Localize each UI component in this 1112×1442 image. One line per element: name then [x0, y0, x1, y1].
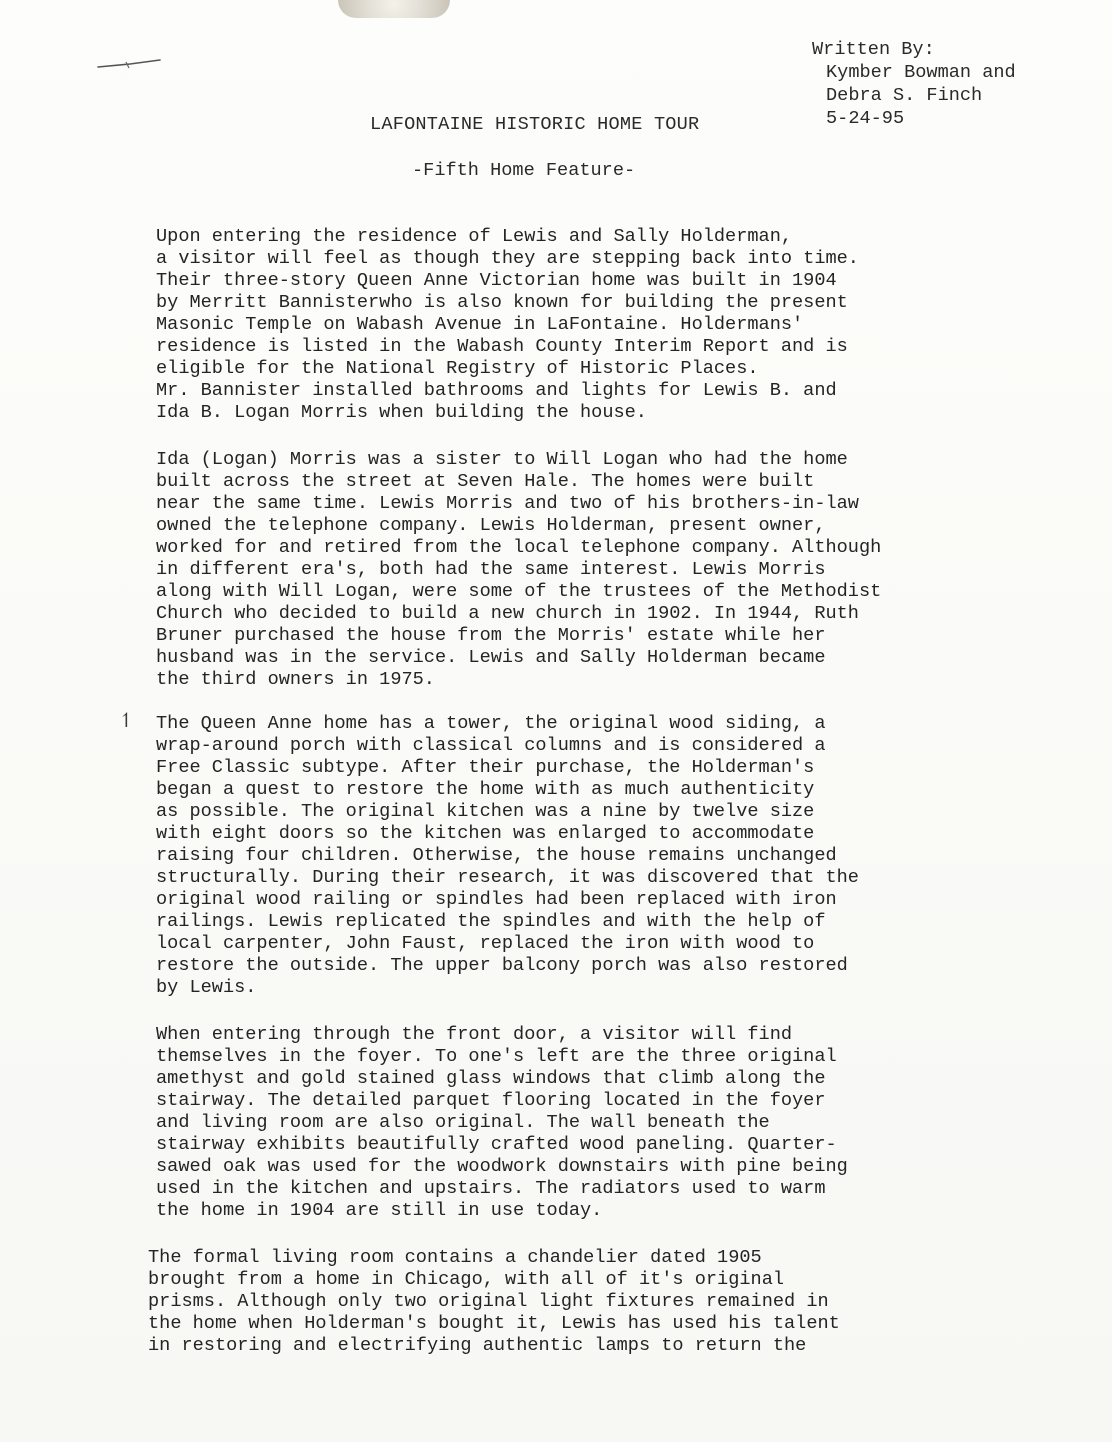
paragraph-line: with eight doors so the kitchen was enlarged to accommodate — [156, 823, 815, 844]
paragraph-line: Ida (Logan) Morris was a sister to Will Logan who had the home — [156, 449, 848, 470]
paragraph-line: The Queen Anne home has a tower, the original wood siding, a — [156, 713, 826, 734]
paragraph-line: worked for and retired from the local telephone company. Although — [156, 537, 882, 558]
paragraph-line: Mr. Bannister installed bathrooms and lights for Lewis B. and — [156, 380, 837, 401]
paragraph-line: Bruner purchased the house from the Morris' estate while her — [156, 625, 826, 646]
paragraph-line: a visitor will feel as though they are stepping back into time. — [156, 248, 859, 269]
paragraph-4 — [156, 1024, 1076, 1222]
paragraph-line: Ida B. Logan Morris when building the house. — [156, 402, 647, 423]
paragraph-line: restore the outside. The upper balcony porch was also restored — [156, 955, 848, 976]
paragraph-line: The formal living room contains a chandelier dated 1905 — [148, 1247, 762, 1268]
paragraph-line: by Lewis. — [156, 977, 257, 998]
paragraph-line: used in the kitchen and upstairs. The radiators used to warm — [156, 1178, 826, 1199]
paragraph-1 — [156, 226, 1076, 424]
paragraph-line: stairway. The detailed parquet flooring located in the foyer — [156, 1090, 826, 1111]
paragraph-line: in different era's, both had the same interest. Lewis Morris — [156, 559, 826, 580]
paragraph-line: Upon entering the residence of Lewis and Sally Holderman, — [156, 226, 793, 247]
paragraph-line: stairway exhibits beautifully crafted wood paneling. Quarter- — [156, 1134, 837, 1155]
paragraph-line: Free Classic subtype. After their purchase, the Holderman's — [156, 757, 815, 778]
paragraph-line: the third owners in 1975. — [156, 669, 435, 690]
pen-stroke-mark — [96, 58, 162, 70]
paragraph-line: began a quest to restore the home with as much authenticity — [156, 779, 815, 800]
paragraph-line: raising four children. Otherwise, the house remains unchanged — [156, 845, 837, 866]
margin-annotation-mark: ↿ — [118, 708, 135, 732]
paragraph-line: near the same time. Lewis Morris and two of his brothers-in-law — [156, 493, 859, 514]
paragraph-line: the home when Holderman's bought it, Lewis has used his talent — [148, 1313, 840, 1334]
paragraph-line: structurally. During their research, it was discovered that the — [156, 867, 859, 888]
document-title: LAFONTAINE HISTORIC HOME TOUR — [370, 114, 700, 135]
paragraph-line: wrap-around porch with classical columns and is considered a — [156, 735, 826, 756]
paragraph-line: the home in 1904 are still in use today. — [156, 1200, 603, 1221]
paragraph-5 — [148, 1247, 1068, 1357]
paragraph-line: When entering through the front door, a visitor will find — [156, 1024, 793, 1045]
coffee-stain-mark — [338, 0, 450, 18]
paragraph-line: residence is listed in the Wabash County Interim Report and is — [156, 336, 848, 357]
paragraph-line: in restoring and electrifying authentic lamps to return the — [148, 1335, 807, 1356]
paragraph-line: prisms. Although only two original light fixtures remained in — [148, 1291, 829, 1312]
paragraph-line: Church who decided to build a new church in 1902. In 1944, Ruth — [156, 603, 859, 624]
paragraph-3 — [156, 713, 1076, 999]
paragraph-line: brought from a home in Chicago, with all of it's original — [148, 1269, 785, 1290]
paragraph-line: local carpenter, John Faust, replaced the iron with wood to — [156, 933, 815, 954]
written-by-label: Written By: — [812, 39, 935, 60]
paragraph-line: railings. Lewis replicated the spindles and with the help of — [156, 911, 826, 932]
paragraph-line: amethyst and gold stained glass windows that climb along the — [156, 1068, 826, 1089]
document-subtitle: -Fifth Home Feature- — [412, 160, 636, 181]
authors-line-1: Kymber Bowman and — [826, 62, 1016, 83]
paragraph-line: original wood railing or spindles had been replaced with iron — [156, 889, 837, 910]
paragraph-line: themselves in the foyer. To one's left are the three original — [156, 1046, 837, 1067]
paragraph-line: sawed oak was used for the woodwork downstairs with pine being — [156, 1156, 848, 1177]
paragraph-line: eligible for the National Registry of Historic Places. — [156, 358, 759, 379]
author-block — [812, 38, 1082, 130]
paragraph-line: and living room are also original. The wall beneath the — [156, 1112, 770, 1133]
paragraph-line: husband was in the service. Lewis and Sally Holderman became — [156, 647, 826, 668]
paragraph-line: as possible. The original kitchen was a nine by twelve size — [156, 801, 815, 822]
document-date: 5-24-95 — [826, 108, 905, 129]
paragraph-line: by Merritt Bannisterwho is also known for building the present — [156, 292, 848, 313]
paragraph-line: along with Will Logan, were some of the trustees of the Methodist — [156, 581, 882, 602]
authors-line-2: Debra S. Finch — [826, 85, 983, 106]
paragraph-line: Their three-story Queen Anne Victorian home was built in 1904 — [156, 270, 837, 291]
paragraph-line: Masonic Temple on Wabash Avenue in LaFontaine. Holdermans' — [156, 314, 804, 335]
paragraph-line: owned the telephone company. Lewis Holderman, present owner, — [156, 515, 826, 536]
paragraph-line: built across the street at Seven Hale. The homes were built — [156, 471, 815, 492]
paragraph-2 — [156, 449, 1076, 691]
